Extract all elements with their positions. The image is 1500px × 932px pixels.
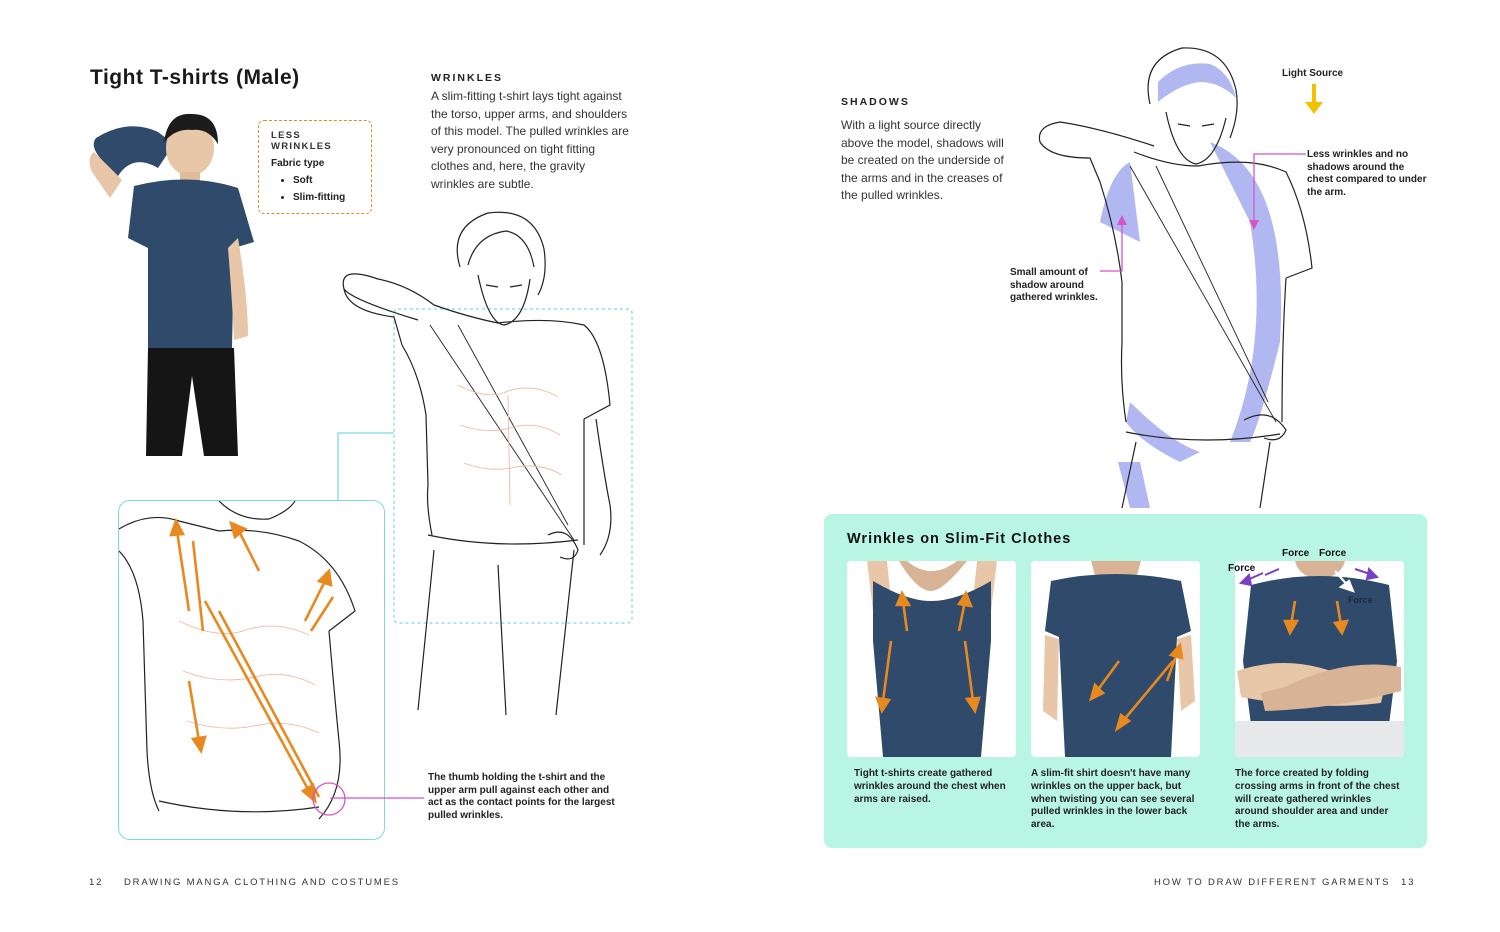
fabric-info-box: [258, 120, 372, 214]
panel-caption-3: The force created by folding crossing arms in front of the chest will create gathered wrinkles around shoulder area and under the arms.: [1235, 768, 1400, 831]
detail-inset-drawing: [119, 501, 384, 839]
panel-photo-crossed-arms-image: [1235, 561, 1404, 757]
small-shadow-note: Small amount of shadow around gathered wrinkles.: [1010, 267, 1098, 304]
panel-caption-1: Tight t-shirts create gathered wrinkles around the chest when arms are raised.: [854, 768, 1006, 805]
panel-photo-back-twist-image: [1031, 561, 1200, 757]
footer-left-page-number: 12: [89, 877, 104, 888]
shadows-heading: SHADOWS: [841, 96, 910, 108]
light-source-label: Light Source: [1282, 68, 1344, 79]
fabric-item-soft: • Soft: [293, 172, 359, 189]
force-label-right: Force: [1348, 595, 1373, 605]
wrinkles-heading: WRINKLES: [431, 72, 503, 84]
light-source-arrow-icon: [1303, 82, 1325, 116]
force-label-center-right: Force: [1319, 548, 1347, 559]
panel-photo-arms-raised-image: [847, 561, 1016, 757]
model-photo-image: [88, 108, 260, 456]
footer-right-page-number: 13: [1401, 877, 1416, 888]
detail-inset: [118, 500, 385, 840]
slim-fit-panel-title: Wrinkles on Slim-Fit Clothes: [847, 531, 1072, 547]
less-wrinkles-note: Less wrinkles and no shadows around the chest compared to under the arm.: [1307, 149, 1427, 198]
model-photo: [88, 108, 260, 456]
wrinkles-text: A slim-fitting t-shirt lays tight against the torso, upper arms, and shoulders of this model. The pulled wrinkles are very pronounced on tight fitting clothes and, here, the gravity wrinkles are subtle.: [431, 89, 629, 191]
panel-caption-2: A slim-fit shirt doesn't have many wrinkles on the upper back, but when twisting you can see several pulled wrinkles in the lower back area.: [1031, 768, 1195, 831]
fabric-type-label: Fabric type: [271, 158, 325, 169]
thumb-callout-line: [330, 790, 430, 810]
less-wrinkles-callout-line: [1246, 150, 1310, 232]
panel-photo-back-twist: [1031, 561, 1200, 757]
force-label-left: Force: [1228, 563, 1256, 574]
fabric-list: [271, 172, 359, 206]
panel-photo-crossed-arms: [1235, 561, 1404, 757]
footer-right-title: HOW TO DRAW DIFFERENT GARMENTS: [1154, 877, 1391, 888]
fabric-item-slim-fitting: • Slim-fitting: [293, 189, 359, 206]
footer-left-title: DRAWING MANGA CLOTHING AND COSTUMES: [124, 877, 400, 888]
thumb-note: The thumb holding the t-shirt and the upper arm pull against each other and act as the contact points for the largest pulled wrinkles.: [428, 772, 615, 821]
fabric-box-heading: LESS WRINKLES: [271, 130, 333, 152]
page-title: Tight T-shirts (Male): [90, 66, 300, 89]
panel-photo-arms-raised: [847, 561, 1016, 757]
force-label-center-left: Force: [1282, 548, 1310, 559]
shadows-text: With a light source directly above the model, shadows will be created on the underside of the arms and in the creases of the pulled wrinkles.: [841, 118, 1004, 202]
